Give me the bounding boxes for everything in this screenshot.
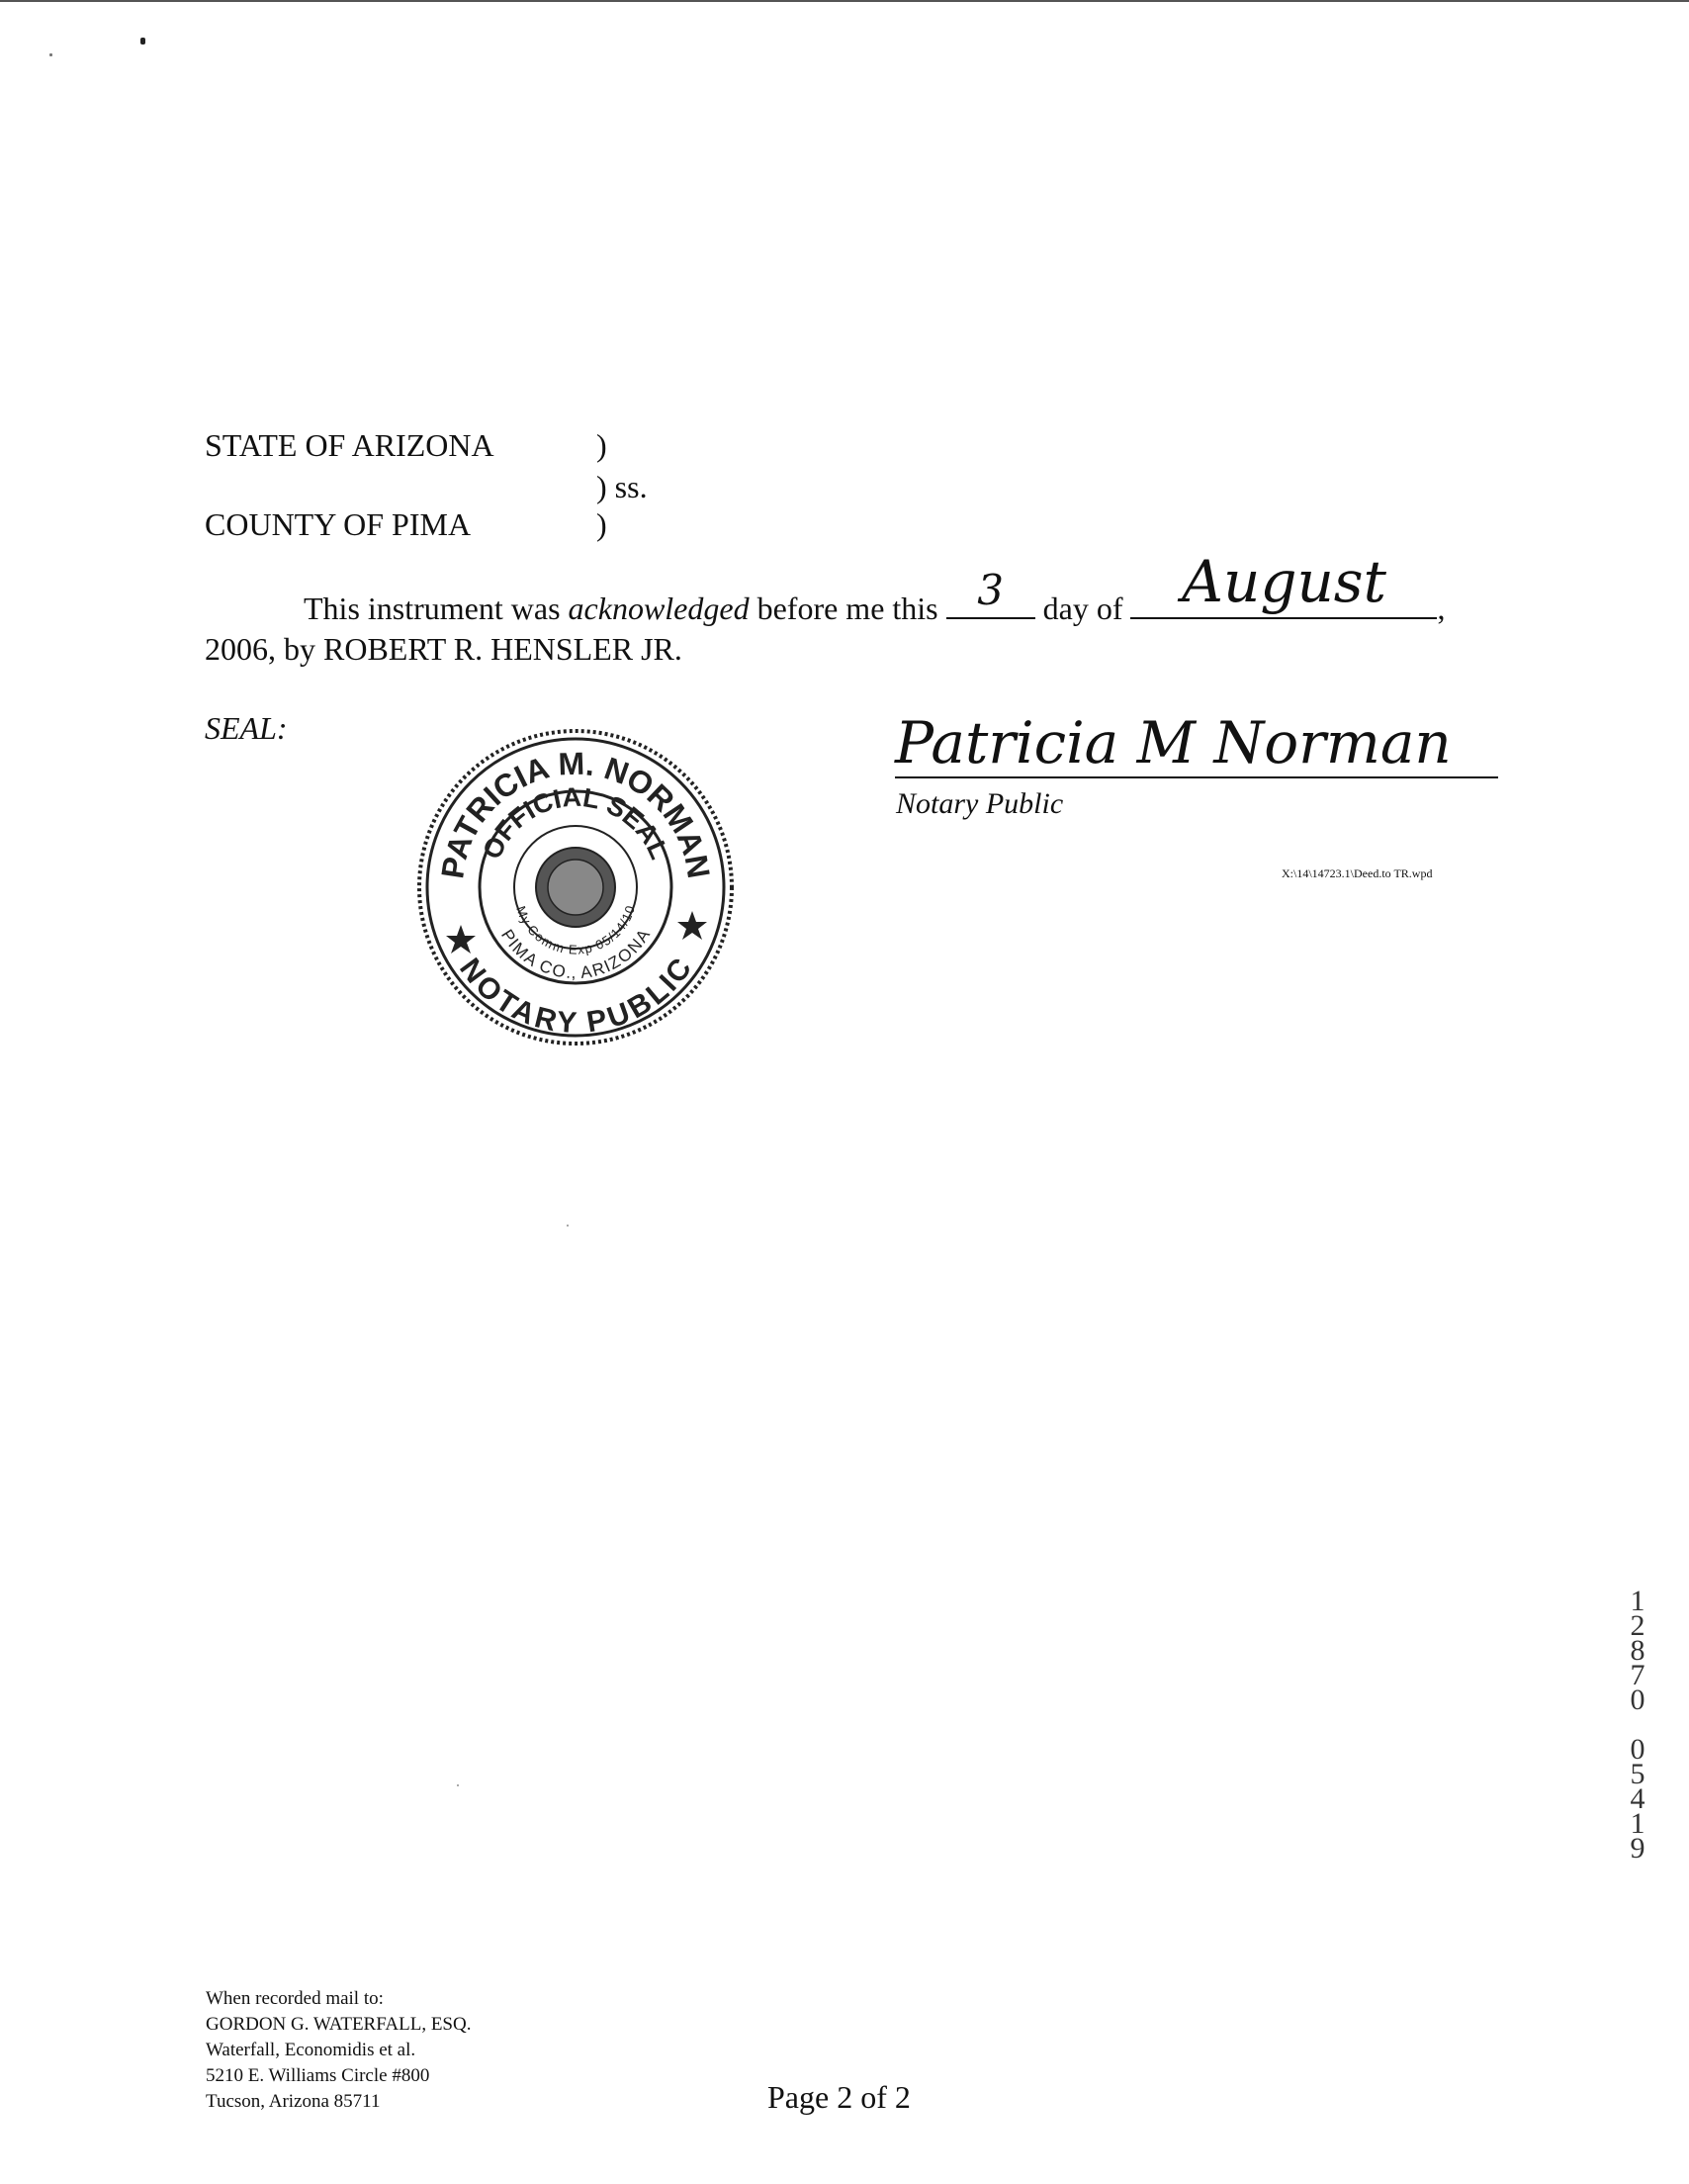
acknowledgment-line-2: 2006, by ROBERT R. HENSLER JR.: [205, 631, 682, 667]
mail-to-block: [206, 1986, 471, 2115]
month-handwritten: August: [1182, 548, 1386, 615]
seal-star-right: [677, 911, 707, 940]
recording-number: [1623, 1585, 1652, 1865]
seal-text-county: PIMA CO., ARIZONA: [496, 926, 655, 983]
mail-to-street: 5210 E. Williams Circle #800: [206, 2065, 430, 2086]
mail-to-heading: When recorded mail to:: [206, 1988, 384, 2009]
scan-speck: [49, 53, 52, 56]
seal-text-notary: NOTARY PUBLIC: [453, 952, 698, 1041]
signature-line: [895, 776, 1498, 778]
mail-to-name: GORDON G. WATERFALL, ESQ.: [206, 2014, 472, 2035]
seal-label: SEAL:: [205, 710, 288, 746]
ack-comma: ,: [1437, 591, 1446, 626]
top-border-line: [0, 0, 1689, 2]
notary-signature: Patricia M Norman: [895, 709, 1452, 776]
venue-ss: ) ss.: [596, 469, 648, 504]
ack-prefix: This instrument was: [304, 591, 561, 626]
mail-to-firm: Waterfall, Economidis et al.: [206, 2040, 416, 2060]
seal-text-official: OFFICIAL SEAL: [477, 781, 674, 864]
seal-star-left: [446, 925, 476, 954]
venue-state: STATE OF ARIZONA: [205, 427, 494, 463]
scan-speck: [140, 38, 145, 45]
scan-speck: [567, 1225, 569, 1227]
state-seal-center: [548, 860, 603, 915]
venue-county: COUNTY OF PIMA: [205, 506, 472, 542]
file-reference: X:\14\14723.1\Deed.to TR.wpd: [1282, 866, 1433, 880]
month-blank: [1130, 548, 1437, 619]
ack-mid: before me this: [756, 591, 938, 626]
scan-speck: [457, 1784, 459, 1786]
notary-title: Notary Public: [896, 787, 1064, 820]
day-handwritten: 3: [977, 566, 1004, 614]
recording-number-text: 1 2 8 7 0 0 5 4 1 9: [1630, 1585, 1645, 1865]
seal-text-name: PATRICIA M. NORMAN: [434, 745, 717, 881]
seal-text-expiry: My Comm Exp 05/14/10: [513, 903, 638, 957]
acknowledgment-line-1: [304, 548, 1446, 627]
mail-to-city: Tucson, Arizona 85711: [206, 2091, 381, 2112]
signature-area: [895, 697, 1498, 778]
ack-italic-word: acknowledged: [568, 591, 750, 626]
notary-seal: [415, 727, 737, 1048]
venue-paren-ss: [596, 469, 648, 505]
page-number: Page 2 of 2: [767, 2079, 911, 2115]
venue-paren-2: ): [596, 506, 607, 542]
day-blank: [946, 566, 1035, 619]
venue-paren-1: ): [596, 427, 607, 463]
ack-day-label: day of: [1042, 591, 1123, 626]
